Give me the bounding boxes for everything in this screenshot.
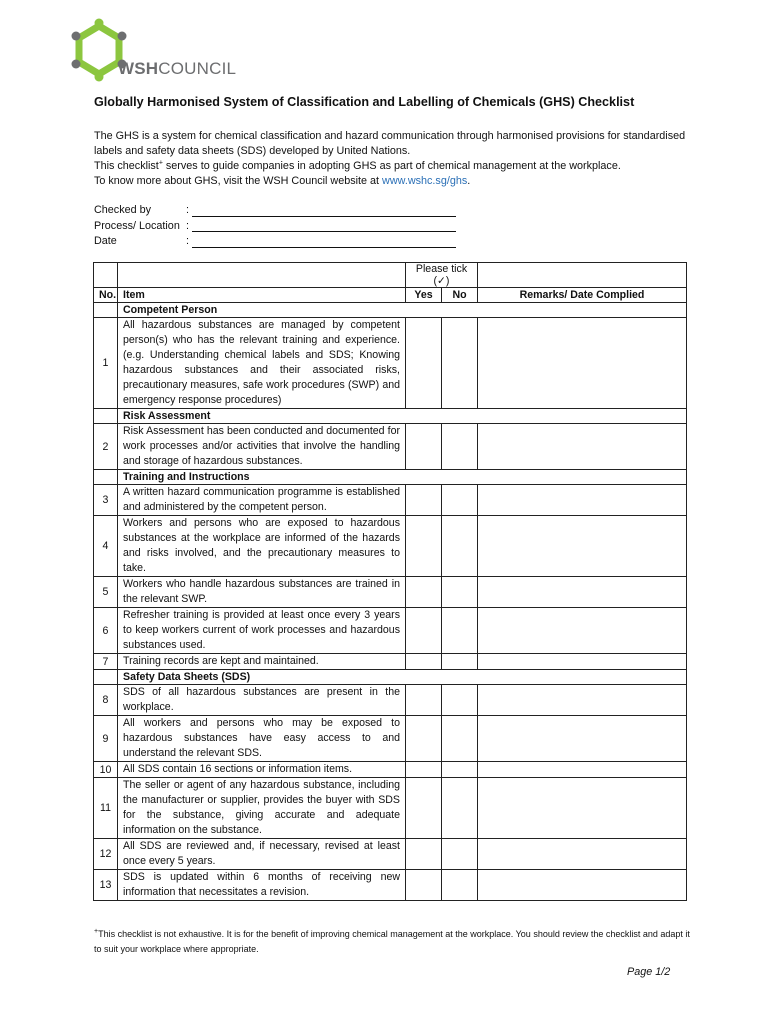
no-tick-cell[interactable] — [442, 654, 478, 670]
document-title: Globally Harmonised System of Classification and Labelling of Chemicals (GHS) Checklist — [94, 95, 635, 109]
no-tick-cell[interactable] — [442, 608, 478, 654]
yes-tick-cell[interactable] — [406, 762, 442, 778]
section-row — [94, 670, 687, 685]
field-row — [94, 234, 474, 250]
item-text: SDS of all hazardous substances are present in the workplace. — [118, 685, 406, 716]
table-row — [94, 318, 687, 409]
remarks-cell[interactable] — [478, 870, 687, 901]
table-row — [94, 577, 687, 608]
table-row — [94, 516, 687, 577]
section-row — [94, 409, 687, 424]
no-tick-cell[interactable] — [442, 318, 478, 409]
item-number: 5 — [94, 577, 118, 608]
col-no-header: No. — [94, 288, 118, 303]
item-text: SDS is updated within 6 months of receiving new information that necessitates a revision. — [118, 870, 406, 901]
item-number: 4 — [94, 516, 118, 577]
section-title: Competent Person — [118, 303, 687, 318]
yes-tick-cell[interactable] — [406, 485, 442, 516]
no-tick-cell[interactable] — [442, 485, 478, 516]
table-row — [94, 685, 687, 716]
no-tick-cell[interactable] — [442, 778, 478, 839]
intro-paragraph-2: This checklist+ serves to guide companies in adopting GHS as part of chemical management at the workplace. — [94, 159, 621, 172]
section-title: Safety Data Sheets (SDS) — [118, 670, 687, 685]
field-input-line[interactable] — [192, 216, 456, 217]
remarks-cell[interactable] — [478, 839, 687, 870]
table-header-row-1 — [94, 263, 687, 288]
ghs-checklist-table — [93, 262, 687, 901]
field-label: Process/ Location — [94, 219, 180, 232]
no-tick-cell[interactable] — [442, 685, 478, 716]
section-row — [94, 303, 687, 318]
remarks-cell[interactable] — [478, 424, 687, 470]
yes-tick-cell[interactable] — [406, 577, 442, 608]
yes-tick-cell[interactable] — [406, 716, 442, 762]
field-label: Checked by — [94, 204, 152, 216]
no-tick-cell[interactable] — [442, 424, 478, 470]
col-remarks-header: Remarks/ Date Complied — [478, 288, 687, 303]
no-tick-cell[interactable] — [442, 839, 478, 870]
item-text: Refresher training is provided at least once every 3 years to keep workers current of work processes and hazardous substances used. — [118, 608, 406, 654]
logo-wordmark: WSHCOUNCIL — [118, 59, 237, 78]
please-tick-header: Please tick (✓) — [406, 263, 478, 288]
remarks-cell[interactable] — [478, 654, 687, 670]
table-row — [94, 870, 687, 901]
form-fields — [94, 203, 474, 250]
table-row — [94, 762, 687, 778]
field-row — [94, 203, 474, 219]
section-row — [94, 470, 687, 485]
intro-paragraph-1: The GHS is a system for chemical classification and hazard communication through harmonised provisions for standardised labels and safety data sheets (SDS) developed by United Nations. — [94, 130, 686, 157]
item-text: All SDS contain 16 sections or information items. — [118, 762, 406, 778]
no-tick-cell[interactable] — [442, 762, 478, 778]
item-number: 10 — [94, 762, 118, 778]
item-text: All workers and persons who may be exposed to hazardous substances have easy access to and understand the relevant SDS. — [118, 716, 406, 762]
no-tick-cell[interactable] — [442, 516, 478, 577]
remarks-cell[interactable] — [478, 762, 687, 778]
item-text: Risk Assessment has been conducted and documented for work processes and/or activities that involve the handling and storage of hazardous substances. — [118, 424, 406, 470]
yes-tick-cell[interactable] — [406, 870, 442, 901]
yes-tick-cell[interactable] — [406, 778, 442, 839]
table-row — [94, 485, 687, 516]
item-text: The seller or agent of any hazardous substance, including the manufacturer or supplier, provides the buyer with SDS for the substance, giving accurate and adequate information on the substance. — [118, 778, 406, 839]
field-colon: : — [186, 219, 189, 232]
field-label: Date — [94, 235, 117, 247]
item-text: Workers and persons who are exposed to hazardous substances at the workplace are informed of the hazards and risks involved, and the precautionary measures to take. — [118, 516, 406, 577]
yes-tick-cell[interactable] — [406, 608, 442, 654]
yes-tick-cell[interactable] — [406, 424, 442, 470]
table-row — [94, 839, 687, 870]
table-row — [94, 654, 687, 670]
item-number: 8 — [94, 685, 118, 716]
item-number: 11 — [94, 778, 118, 839]
no-tick-cell[interactable] — [442, 716, 478, 762]
remarks-cell[interactable] — [478, 778, 687, 839]
item-number: 2 — [94, 424, 118, 470]
yes-tick-cell[interactable] — [406, 516, 442, 577]
intro-paragraph-3: To know more about GHS, visit the WSH Council website at www.wshc.sg/ghs. — [94, 175, 471, 187]
remarks-cell[interactable] — [478, 577, 687, 608]
item-number: 1 — [94, 318, 118, 409]
yes-tick-cell[interactable] — [406, 654, 442, 670]
item-text: Workers who handle hazardous substances are trained in the relevant SWP. — [118, 577, 406, 608]
table-row — [94, 778, 687, 839]
remarks-cell[interactable] — [478, 516, 687, 577]
item-number: 7 — [94, 654, 118, 670]
item-text: All SDS are reviewed and, if necessary, revised at least once every 5 years. — [118, 839, 406, 870]
table-row — [94, 424, 687, 470]
no-tick-cell[interactable] — [442, 870, 478, 901]
item-number: 3 — [94, 485, 118, 516]
item-text: All hazardous substances are managed by competent person(s) who has the relevant training and experience. (e.g. Understanding chemical labels and SDS; Knowing hazardous substances and their associated risks, precautionary measures, safe work procedures (SWP) and emergency response procedures) — [118, 318, 406, 409]
table-row — [94, 716, 687, 762]
col-item-header: Item — [118, 288, 406, 303]
footnote: +This checklist is not exhaustive. It is for the benefit of improving chemical management at the workplace. You should review the checklist and adapt it to suit your workplace where appropriate. — [94, 928, 690, 954]
field-colon: : — [186, 235, 189, 247]
yes-tick-cell[interactable] — [406, 839, 442, 870]
intro-text — [94, 129, 694, 189]
field-colon: : — [186, 204, 189, 216]
yes-tick-cell[interactable] — [406, 685, 442, 716]
remarks-cell[interactable] — [478, 716, 687, 762]
field-input-line[interactable] — [192, 247, 456, 248]
remarks-cell[interactable] — [478, 318, 687, 409]
remarks-cell[interactable] — [478, 485, 687, 516]
item-number: 9 — [94, 716, 118, 762]
col-no-tick-header: No — [442, 288, 478, 303]
no-tick-cell[interactable] — [442, 577, 478, 608]
wsh-council-logo — [68, 18, 238, 82]
section-title: Risk Assessment — [118, 409, 687, 424]
section-title: Training and Instructions — [118, 470, 687, 485]
wshc-ghs-link[interactable]: www.wshc.sg/ghs — [382, 175, 468, 187]
page-number: Page 1/2 — [627, 966, 671, 978]
table-row — [94, 608, 687, 654]
item-number: 12 — [94, 839, 118, 870]
remarks-cell[interactable] — [478, 608, 687, 654]
remarks-cell[interactable] — [478, 685, 687, 716]
field-row — [94, 219, 474, 235]
item-number: 6 — [94, 608, 118, 654]
col-yes-header: Yes — [406, 288, 442, 303]
yes-tick-cell[interactable] — [406, 318, 442, 409]
table-header-row-2 — [94, 288, 687, 303]
field-input-line[interactable] — [192, 231, 456, 232]
item-number: 13 — [94, 870, 118, 901]
item-text: A written hazard communication programme is established and administered by the competent person. — [118, 485, 406, 516]
item-text: Training records are kept and maintained. — [118, 654, 406, 670]
